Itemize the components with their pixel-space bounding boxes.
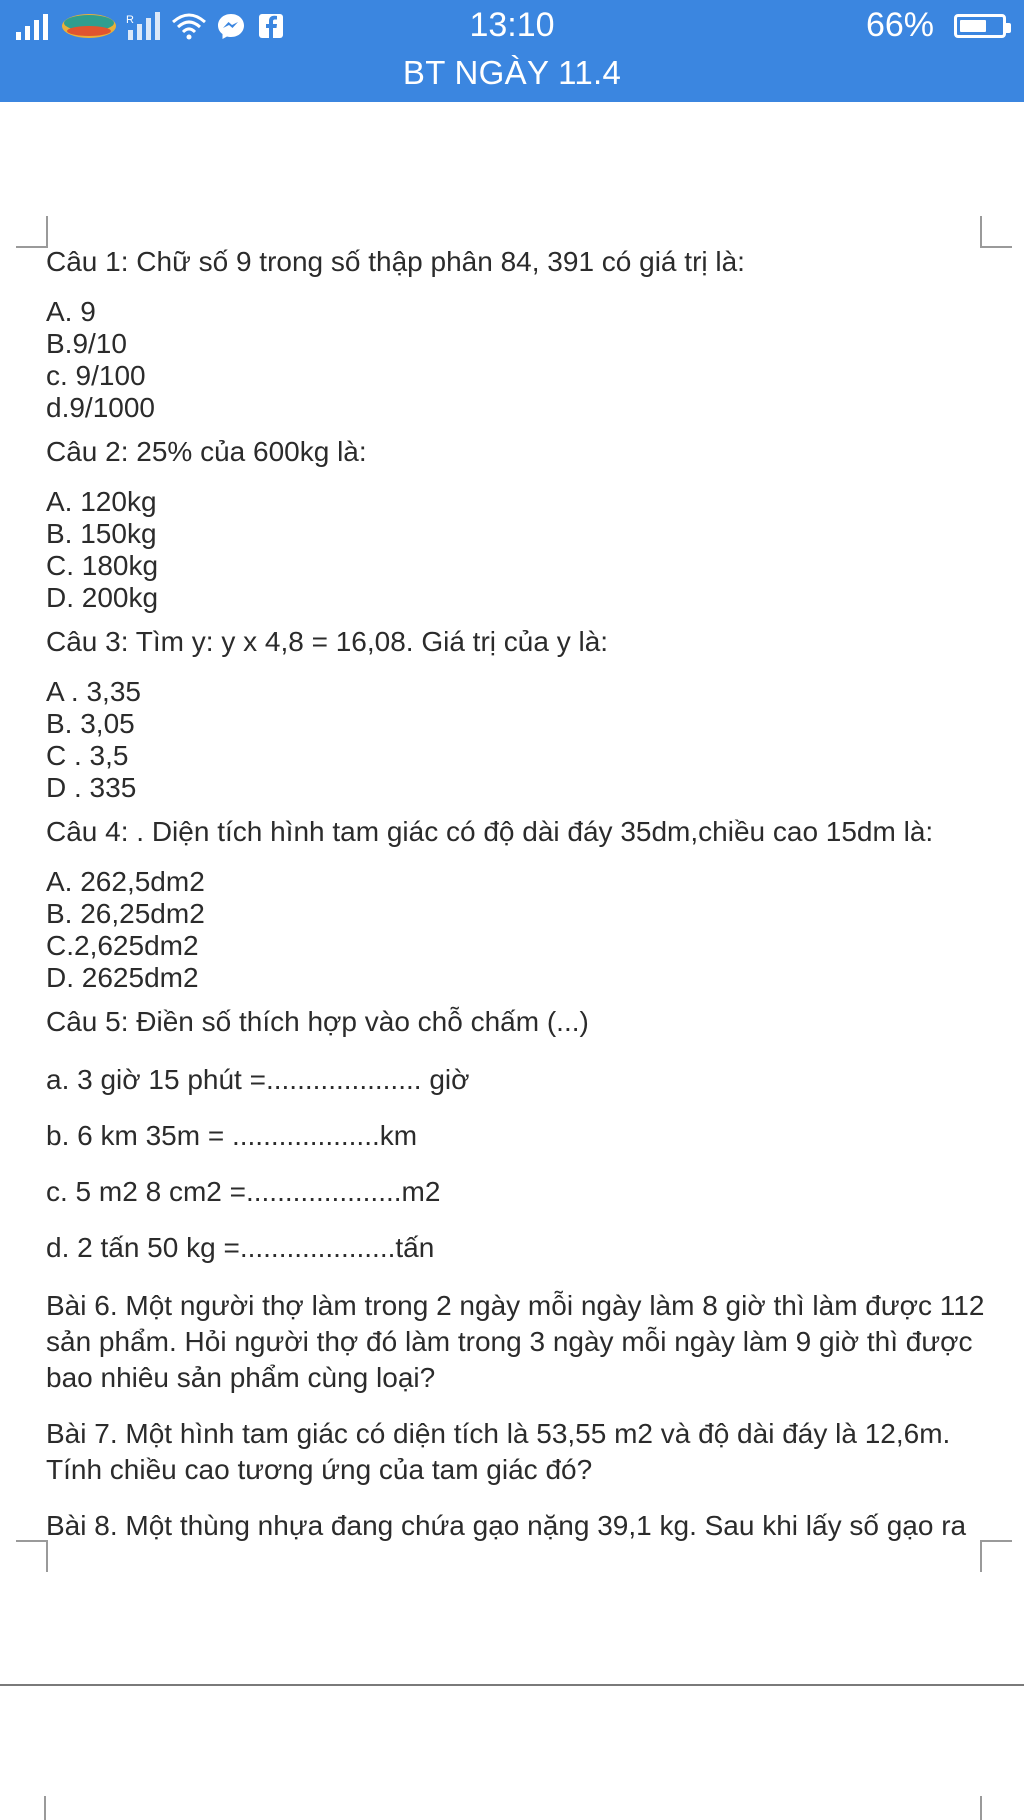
option: A . 3,35 (46, 676, 141, 707)
question-1: Câu 1: Chữ số 9 trong số thập phân 84, 391 có giá trị là: (46, 246, 745, 277)
battery-percentage: 66% (865, 6, 934, 44)
top-app-bar (0, 0, 1024, 102)
status-time: 13:10 (469, 6, 555, 44)
crop-mark-top-left (16, 216, 48, 248)
question-2-options (46, 486, 986, 614)
fill-item: d. 2 tấn 50 kg =....................tấn (46, 1232, 435, 1263)
question-4-options (46, 866, 986, 994)
question-2: Câu 2: 25% của 600kg là: (46, 436, 367, 467)
next-page-margin-left (44, 1796, 46, 1820)
svg-text:R: R (126, 14, 134, 26)
option: C . 3,5 (46, 740, 129, 771)
question-3-options (46, 676, 986, 804)
option: B. 3,05 (46, 708, 135, 739)
question-4: Câu 4: . Diện tích hình tam giác có độ dài đáy 35dm,chiều cao 15dm là: (46, 816, 934, 847)
option: A. 262,5dm2 (46, 866, 205, 897)
option: D . 335 (46, 772, 137, 803)
option: A. 120kg (46, 486, 157, 517)
battery-level (960, 20, 986, 32)
option: C. 180kg (46, 550, 159, 581)
document-content (46, 246, 986, 1564)
option: c. 9/100 (46, 360, 146, 391)
option: C.2,625dm2 (46, 930, 199, 961)
option: d.9/1000 (46, 392, 155, 423)
fill-item: a. 3 giờ 15 phút =.................... giờ (46, 1064, 470, 1095)
page-separator (0, 1684, 1024, 1686)
status-bar (0, 0, 1024, 50)
option: B.9/10 (46, 328, 127, 359)
option: B. 26,25dm2 (46, 898, 205, 929)
exercise-8: Bài 8. Một thùng nhựa đang chứa gạo nặng 39,1 kg. Sau khi lấy số gạo ra (46, 1510, 967, 1541)
fill-item: c. 5 m2 8 cm2 =....................m2 (46, 1176, 441, 1207)
crop-mark-top-right (980, 216, 1012, 248)
question-1-options (46, 296, 986, 424)
question-3: Câu 3: Tìm y: y x 4,8 = 16,08. Giá trị của y là: (46, 626, 609, 657)
document-title: BT NGÀY 11.4 (402, 54, 622, 91)
crop-mark-bottom-left (16, 1540, 48, 1572)
option: A. 9 (46, 296, 96, 327)
exercise-6: Bài 6. Một người thợ làm trong 2 ngày mỗi ngày làm 8 giờ thì làm được 112 sản phẩm. Hỏi người thợ đó làm trong 3 ngày mỗi ngày làm 9 giờ thì được bao nhiêu sản phẩm cùng loại? (46, 1290, 985, 1393)
option: B. 150kg (46, 518, 157, 549)
next-page-margin-right (980, 1796, 982, 1820)
option: D. 2625dm2 (46, 962, 199, 993)
exercise-7: Bài 7. Một hình tam giác có diện tích là 53,55 m2 và độ dài đáy là 12,6m. Tính chiều cao tương ứng của tam giác đó? (46, 1418, 951, 1485)
question-5: Câu 5: Điền số thích hợp vào chỗ chấm (...) (46, 1006, 589, 1037)
option: D. 200kg (46, 582, 159, 613)
fill-item: b. 6 km 35m = ...................km (46, 1120, 418, 1151)
battery-icon (954, 14, 1006, 38)
